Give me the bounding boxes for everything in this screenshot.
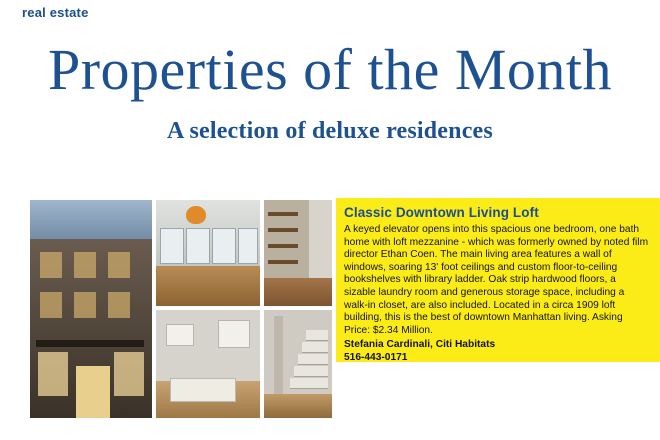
page-subtitle: A selection of deluxe residences bbox=[167, 118, 493, 144]
wall-art-shape bbox=[166, 324, 194, 346]
photo-bookshelves-library-ladder bbox=[264, 200, 332, 306]
storefront-window-shape bbox=[114, 352, 144, 396]
window-pane-shape bbox=[212, 228, 236, 264]
storefront-window-shape bbox=[38, 352, 68, 396]
window-pane-shape bbox=[160, 228, 184, 264]
window-shape bbox=[74, 292, 96, 318]
column-shape bbox=[274, 316, 283, 396]
bed-shape bbox=[170, 378, 236, 402]
stair-step-shape bbox=[306, 330, 328, 341]
awning-shape bbox=[36, 340, 144, 347]
photo-living-room-wall-of-windows bbox=[156, 200, 260, 306]
shelf-shape bbox=[268, 212, 298, 216]
photo-collage bbox=[30, 200, 332, 418]
page-title: Properties of the Month bbox=[47, 37, 613, 102]
stair-step-shape bbox=[298, 354, 328, 365]
window-pane-shape bbox=[186, 228, 210, 264]
entry-door-shape bbox=[76, 366, 110, 418]
pendant-lamp-shape bbox=[186, 206, 206, 224]
window-shape bbox=[40, 252, 62, 278]
sky-region bbox=[30, 200, 152, 244]
listing-description: A keyed elevator opens into this spacious one bedroom, one bath home with loft mezzanine - which was formerly owned by noted film director Ethan Coen. The main living area features a wall of windows, soaring 13' foot ceilings and custom floor-to-ceiling bookshelves with library ladder. Oak strip hardwood floors, a sizable laundry room and generous storage space, including a walk-in closet, are also included. Located in a circa 1909 loft building, this is the best of downtown Manhattan living. Asking Price: $2.34 Million. bbox=[344, 224, 649, 336]
listing-agent: Stefania Cardinali, Citi Habitats bbox=[344, 339, 496, 351]
photo-building-facade-exterior bbox=[30, 200, 152, 418]
shelf-shape bbox=[268, 244, 298, 248]
photo-loft-mezzanine-staircase bbox=[264, 310, 332, 418]
window-shape bbox=[108, 252, 130, 278]
window-shape bbox=[40, 292, 62, 318]
hardwood-floor-region bbox=[156, 266, 260, 306]
listing-info-panel bbox=[336, 198, 660, 362]
wall-region bbox=[309, 200, 332, 278]
stair-step-shape bbox=[302, 342, 328, 353]
listing-phone[interactable]: 516-443-0171 bbox=[344, 351, 408, 363]
shelf-shape bbox=[268, 228, 298, 232]
listing-title: Classic Downtown Living Loft bbox=[344, 205, 539, 220]
wall-art-shape bbox=[218, 320, 250, 348]
stair-step-shape bbox=[294, 366, 328, 377]
window-shape bbox=[108, 292, 130, 318]
stair-step-shape bbox=[290, 378, 328, 389]
shelf-shape bbox=[268, 260, 298, 264]
window-pane-shape bbox=[238, 228, 258, 264]
photo-bedroom-interior bbox=[156, 310, 260, 418]
floor-region bbox=[264, 278, 332, 306]
section-kicker: real estate bbox=[22, 5, 89, 20]
floor-region bbox=[264, 394, 332, 418]
window-shape bbox=[74, 252, 96, 278]
